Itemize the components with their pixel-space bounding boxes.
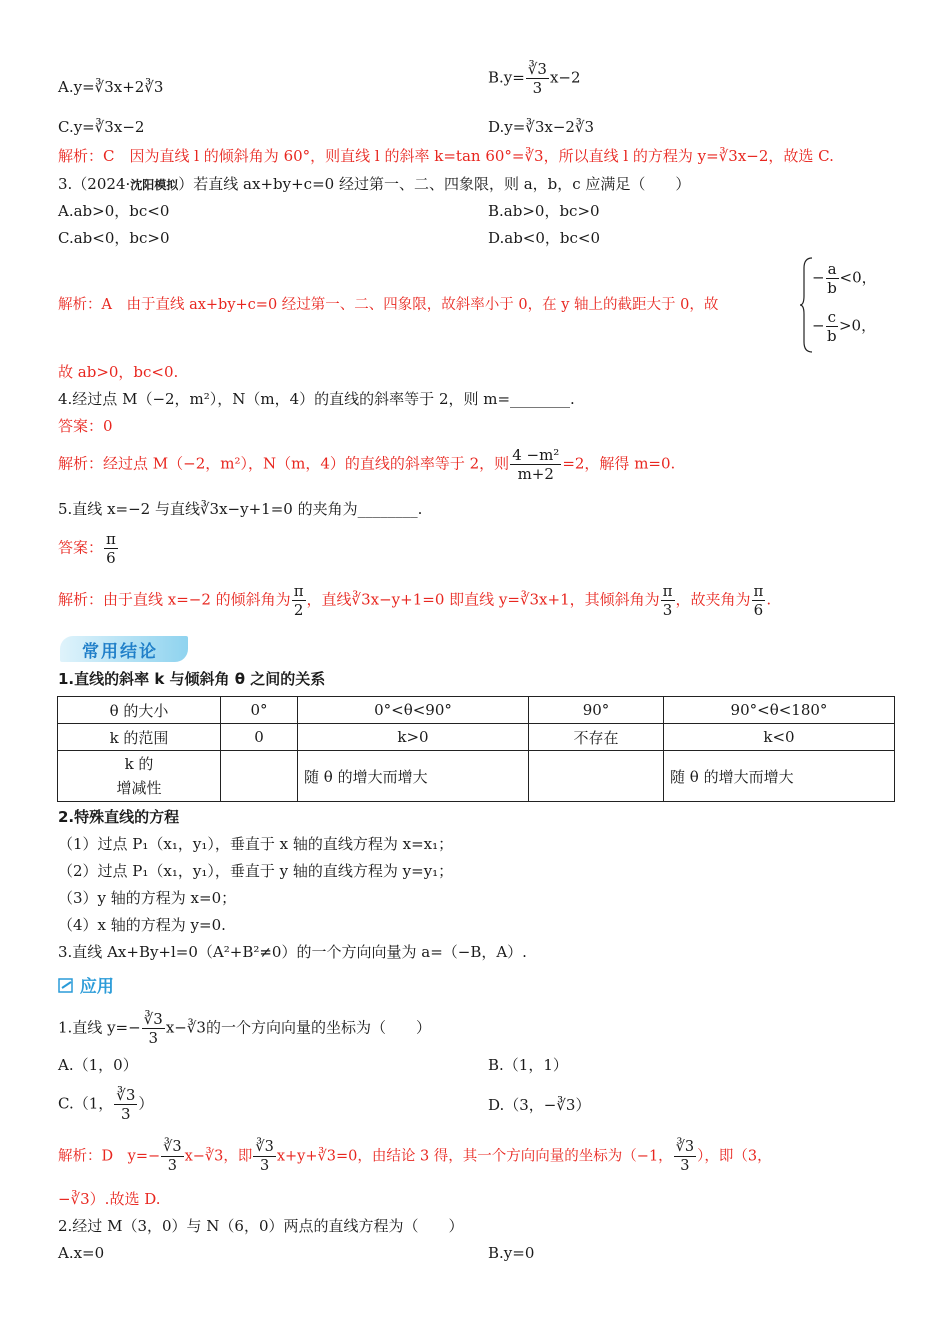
q2-option-c: C.y=∛3x−2 bbox=[58, 118, 145, 136]
slope-angle-table bbox=[57, 696, 895, 802]
q3-condition-system bbox=[800, 256, 890, 354]
a1-stem: 1.直线 y=− $\frac{∛3}{3}$ x−∛3的一个方向向量的坐标为（ ） bbox=[58, 1010, 431, 1047]
a1-option-c: C.（1， $\frac{∛3}{3}$ ） bbox=[58, 1086, 154, 1123]
a1-option-d: D.（3，−∛3） bbox=[488, 1096, 591, 1114]
q4-analysis: 解析：经过点 M（−2，m²），N（m，4）的直线的斜率等于 2，则 $\frac{\text{4 −m²}}{m+2}$ =2，解得 m=0. bbox=[58, 446, 676, 483]
a2-stem: 2.经过 M（3，0）与 N（6，0）两点的直线方程为（ ） bbox=[58, 1217, 464, 1235]
q3-condition-1: − $\frac{a}{b}$ <0， bbox=[812, 260, 877, 297]
q2-option-b: B.y= $\frac{∛3}{3}$ x−2 bbox=[488, 60, 581, 97]
q3-option-d: D.ab<0，bc<0 bbox=[488, 229, 601, 247]
application-heading: 应用 bbox=[58, 972, 114, 997]
q4-answer: 答案：0 bbox=[58, 417, 113, 435]
list-item: （2）过点 P₁（x₁，y₁），垂直于 y 轴的直线方程为 y=y₁； bbox=[58, 862, 454, 880]
a2-option-a: A.x=0 bbox=[58, 1244, 105, 1262]
a1-option-a: A.（1，0） bbox=[58, 1056, 138, 1074]
list-item: （3）y 轴的方程为 x=0； bbox=[58, 889, 237, 907]
section-banner: 常用结论 bbox=[60, 636, 188, 662]
q3-analysis: 解析：A 由于直线 ax+by+c=0 经过第一、二、四象限，故斜率小于 0，在 y 轴上的截距大于 0，故 bbox=[58, 297, 719, 313]
q3-stem: 3.（2024·沈阳模拟）若直线 ax+by+c=0 经过第一、二、四象限，则 a，b，c 应满足（ ） bbox=[58, 175, 691, 193]
list-item: （1）过点 P₁（x₁，y₁），垂直于 x 轴的直线方程为 x=x₁； bbox=[58, 835, 454, 853]
q3-conclusion: 故 ab>0，bc<0. bbox=[58, 363, 179, 381]
q4-stem: 4.经过点 M（−2，m²），N（m，4）的直线的斜率等于 2，则 m=________. bbox=[58, 390, 575, 408]
a1-analysis: 解析：D y=− $\frac{∛3}{3}$ x−∛3，即 $\frac{∛3}{3}$ x+y+∛3=0，由结论 3 得，其一个方向向量的坐标为（−1， $\frac{∛3}{3}$ ），即（3， bbox=[58, 1139, 772, 1174]
q5-answer: 答案： $\frac{\pi}{6}$ bbox=[58, 530, 116, 567]
table-row: k 的 增减性 随 θ 的增大而增大 随 θ 的增大而增大 bbox=[58, 751, 895, 802]
q3-condition-2: − $\frac{c}{b}$ >0， bbox=[812, 308, 877, 345]
pencil-check-icon bbox=[58, 978, 74, 994]
list-item: （4）x 轴的方程为 y=0. bbox=[58, 916, 226, 934]
q3-option-c: C.ab<0，bc>0 bbox=[58, 229, 170, 247]
q5-analysis: 解析：由于直线 x=−2 的倾斜角为 $\frac{\pi}{2}$ ，直线∛3x−y+1=0 即直线 y=∛3x+1，其倾斜角为 $\frac{\pi}{3}$ ，故夹角为 $\frac{\pi}{6}$ . bbox=[58, 582, 772, 619]
q2-analysis: 解析：C 因为直线 l 的倾斜角为 60°，则直线 l 的斜率 k=tan 60°=∛3，所以直线 l 的方程为 y=∛3x−2，故选 C. bbox=[58, 147, 834, 165]
q2-option-d: D.y=∛3x−2∛3 bbox=[488, 118, 595, 136]
q3-option-b: B.ab>0，bc>0 bbox=[488, 202, 600, 220]
c1-title: 1.直线的斜率 k 与倾斜角 θ 之间的关系 bbox=[58, 670, 326, 688]
table-row: θ 的大小 0° 0°<θ<90° 90° 90°<θ<180° bbox=[58, 697, 895, 724]
q3-option-a: A.ab>0，bc<0 bbox=[58, 202, 170, 220]
c2-title: 2.特殊直线的方程 bbox=[58, 808, 180, 826]
q5-stem: 5.直线 x=−2 与直线∛3x−y+1=0 的夹角为________. bbox=[58, 500, 423, 518]
q2-option-a: A.y=∛3x+2∛3 bbox=[58, 78, 164, 96]
c3-text: 3.直线 Ax+By+l=0（A²+B²≠0）的一个方向向量为 a=（−B，A）. bbox=[58, 943, 527, 961]
a2-option-b: B.y=0 bbox=[488, 1244, 535, 1262]
a1-option-b: B.（1，1） bbox=[488, 1056, 568, 1074]
table-row: k 的范围 0 k>0 不存在 k<0 bbox=[58, 724, 895, 751]
q2-option-b-fraction: $\frac{∛3}{3}$ bbox=[527, 60, 547, 97]
a1-analysis-line2: −∛3）.故选 D. bbox=[58, 1190, 161, 1208]
q4-fraction: $\frac{\text{4 −m²}}{m+2}$ bbox=[512, 446, 560, 483]
q3-source: 沈阳模拟 bbox=[130, 178, 179, 192]
